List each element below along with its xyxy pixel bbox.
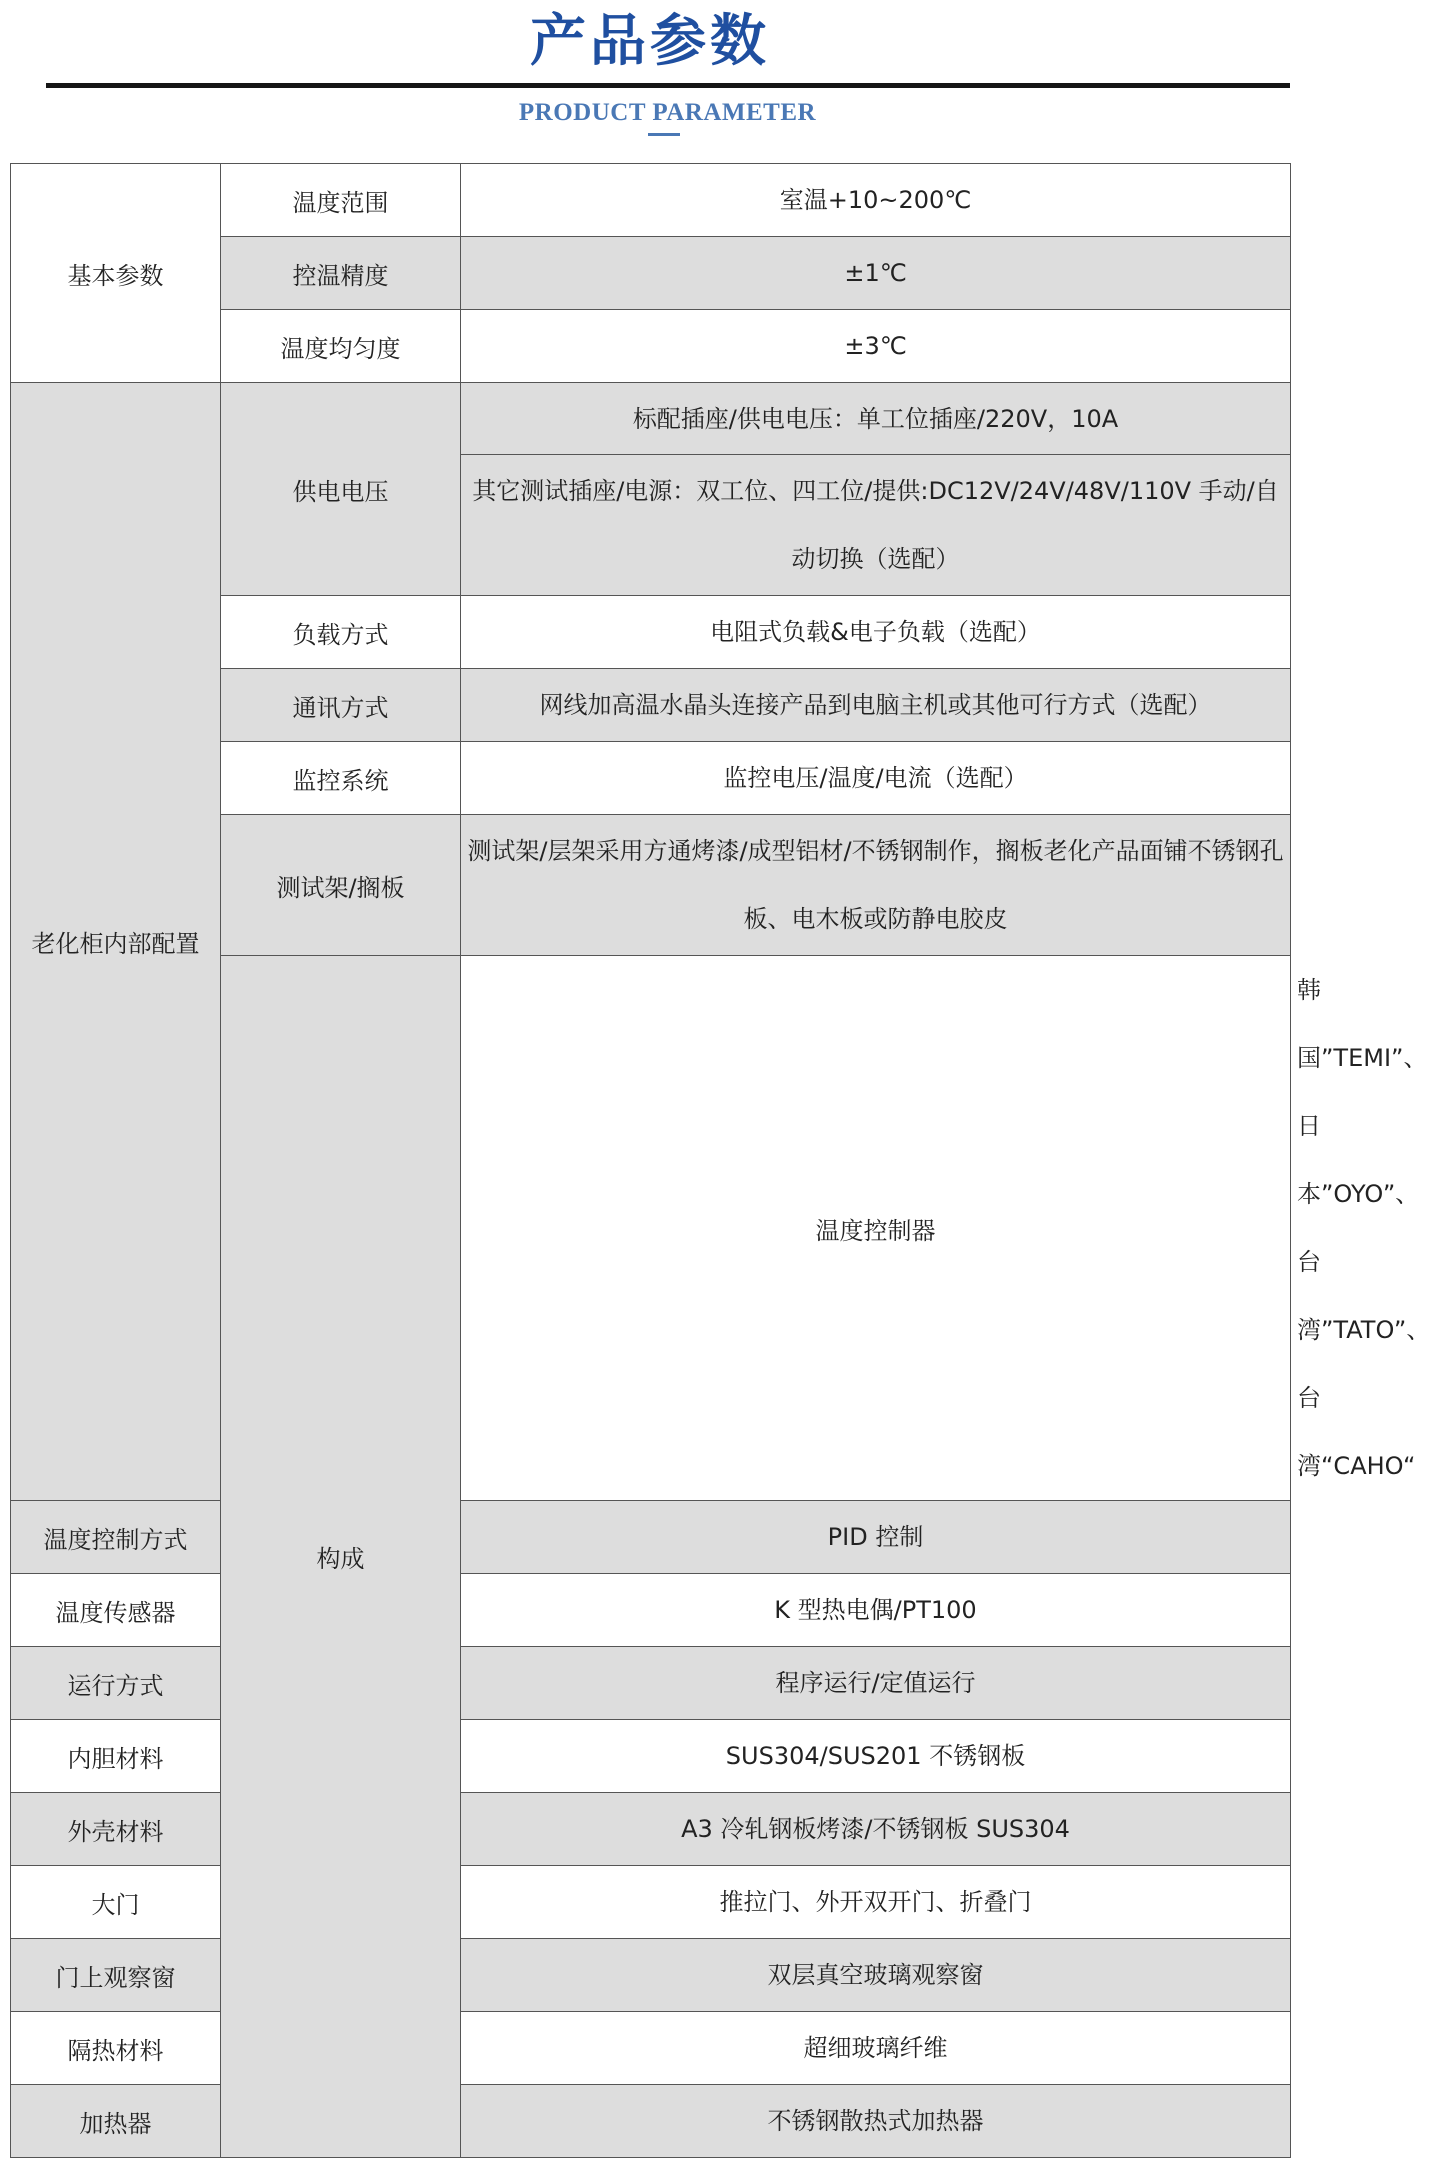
param-label: 温度控制方式 — [11, 1501, 221, 1574]
page-title: 产品参数 — [530, 9, 770, 74]
param-label: 外壳材料 — [11, 1793, 221, 1866]
param-value: 电阻式负载&电子负载（选配） — [461, 596, 1291, 669]
param-value: 推拉门、外开双开门、折叠门 — [461, 1866, 1291, 1939]
table-row: 构成 温度控制器 韩国”TEMI”、日本”OYO”、台湾”TATO”、 台湾“CAHO“ — [11, 956, 1291, 1501]
table-row — [11, 1939, 1291, 2012]
subtitle-accent-bar — [648, 133, 680, 136]
table-row — [11, 1793, 1291, 1866]
param-label: 监控系统 — [221, 742, 461, 815]
param-value: 程序运行/定值运行 — [461, 1647, 1291, 1720]
param-value: PID 控制 — [461, 1501, 1291, 1574]
table-row — [11, 2012, 1291, 2085]
group-label-basic: 基本参数 — [11, 164, 221, 383]
table-row — [11, 2085, 1291, 2158]
param-label: 测试架/搁板 — [221, 815, 461, 956]
param-label: 运行方式 — [11, 1647, 221, 1720]
param-label: 大门 — [11, 1866, 221, 1939]
param-label: 通讯方式 — [221, 669, 461, 742]
param-label: 温度范围 — [221, 164, 461, 237]
page-subtitle: PRODUCT PARAMETER — [518, 99, 817, 126]
table-row — [11, 1647, 1291, 1720]
table-row — [11, 1720, 1291, 1793]
param-value: 监控电压/温度/电流（选配） — [461, 742, 1291, 815]
param-value-extra: 其它测试插座/电源：双工位、四工位/提供:DC12V/24V/48V/110V 手动/自动切换（选配） — [461, 455, 1291, 596]
param-value: 标配插座/供电电压：单工位插座/220V，10A — [461, 383, 1291, 455]
param-value: K 型热电偶/PT100 — [461, 1574, 1291, 1647]
param-value: 网线加高温水晶头连接产品到电脑主机或其他可行方式（选配） — [461, 669, 1291, 742]
param-label: 控温精度 — [221, 237, 461, 310]
param-value: 室温+10~200℃ — [461, 164, 1291, 237]
param-value: ±1℃ — [461, 237, 1291, 310]
table-row — [11, 383, 1291, 455]
param-label: 温度控制器 — [461, 956, 1291, 1501]
table-row — [11, 1866, 1291, 1939]
param-label: 负载方式 — [221, 596, 461, 669]
param-label: 温度均匀度 — [221, 310, 461, 383]
param-value: 双层真空玻璃观察窗 — [461, 1939, 1291, 2012]
param-value: ±3℃ — [461, 310, 1291, 383]
param-value: 不锈钢散热式加热器 — [461, 2085, 1291, 2158]
param-value: 测试架/层架采用方通烤漆/成型铝材/不锈钢制作，搁板老化产品面铺不锈钢孔板、电木板或防静电胶皮 — [461, 815, 1291, 956]
param-label: 温度传感器 — [11, 1574, 221, 1647]
param-value: SUS304/SUS201 不锈钢板 — [461, 1720, 1291, 1793]
param-label: 隔热材料 — [11, 2012, 221, 2085]
param-label: 门上观察窗 — [11, 1939, 221, 2012]
title-divider — [46, 83, 1290, 88]
group-label-composition: 构成 — [221, 956, 461, 2158]
parameter-table — [10, 163, 1430, 2158]
table-row — [11, 1574, 1291, 1647]
param-label: 内胆材料 — [11, 1720, 221, 1793]
group-label-internal-config: 老化柜内部配置 — [11, 383, 221, 1501]
table-row — [11, 1501, 1291, 1574]
table-row — [11, 164, 1291, 237]
param-label: 供电电压 — [221, 383, 461, 596]
param-value: 超细玻璃纤维 — [461, 2012, 1291, 2085]
param-label: 加热器 — [11, 2085, 221, 2158]
param-value: A3 冷轧钢板烤漆/不锈钢板 SUS304 — [461, 1793, 1291, 1866]
